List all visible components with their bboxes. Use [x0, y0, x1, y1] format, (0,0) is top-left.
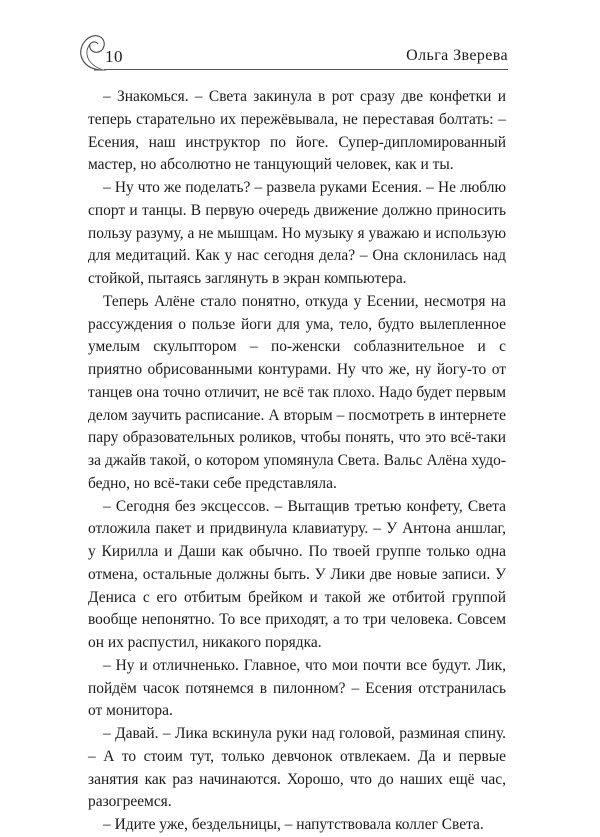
- paragraph: – Ну что же поделать? – развела руками Есения. – Не люблю спорт и танцы. В первую очередь движение должно приносить пользу разуму, а не мышцам. Но музыку я уважаю и использую для медитаций. Как у нас сегодня дела? – Она склонилась над стойкой, пытаясь заглянуть в экран компьютера.: [88, 179, 506, 287]
- body-text: [88, 86, 506, 837]
- paragraph: – Давай. – Лика вскинула руки над головой, разминая спину. – А то стоим тут, только девчонок отвлекаем. Да и первые занятия как раз начинаются. Хорошо, что до наших ещё час, разогреемся.: [88, 725, 506, 811]
- paragraph: – Знакомься. – Света закинула в рот сразу две конфетки и теперь старательно их пережёвывала, не переставая болтать: – Есения, наш инструктор по йоге. Супер-дипломированный мастер, но абсолютно не танцующий человек, как и ты.: [88, 88, 506, 174]
- paragraph: – Сегодня без эксцессов. – Вытащив третью конфету, Света отложила пакет и придвинула клавиатуру. – У Антона аншлаг, у Кирилла и Даши как обычно. По твоей группе только одна отмена, остальные должны быть. У Лики две новые записи. У Дениса с его отбитым брейком и такой же отбитой группой вообще непонятно. То все приходят, а то три человека. Совсем он их распустил, никакого порядка.: [88, 497, 506, 651]
- header-rule: [104, 69, 508, 70]
- paragraph: – Идите уже, бездельницы, – напутствовала коллег Света.: [103, 816, 484, 833]
- page-number: 10: [105, 47, 123, 66]
- running-head-author: Ольга Зверева: [406, 47, 508, 64]
- paragraph: Теперь Алёне стало понятно, откуда у Есении, несмотря на рассуждения о пользе йоги для ума, тело, будто вылепленное умелым скульптором – по-женски соблазнительное и с приятно обрисованными контурами. Ну что же, ну йогу-то от танцев она точно отличит, не всё так плохо. Надо будет первым делом заучить расписание. А вторым – посмотреть в интернете пару образовательных роликов, чтобы понять, что это всё-таки за джайв такой, о котором упомянула Света. Вальс Алёна худо-бедно, но всё-таки себе представляла.: [88, 292, 506, 492]
- paragraph: – Ну и отличненько. Главное, что мои почти все будут. Лик, пойдём часок потянемся в пилонном? – Есения отстранилась от монитора.: [88, 656, 506, 720]
- page-header: [0, 0, 600, 80]
